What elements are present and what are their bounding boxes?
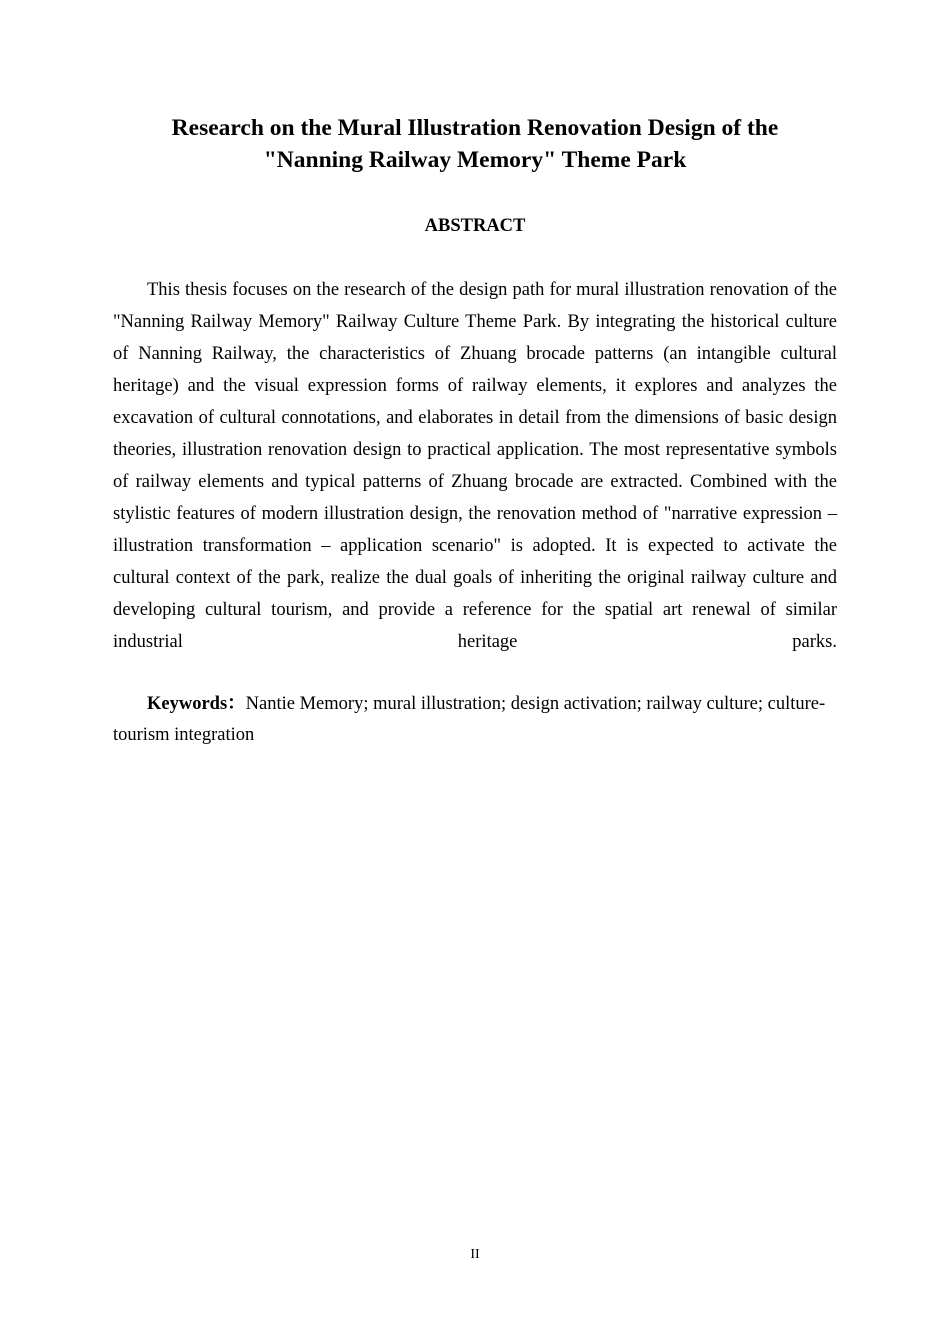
keywords-paragraph	[113, 689, 837, 751]
paper-title-line-2: "Nanning Railway Memory" Theme Park	[263, 147, 687, 173]
page-number: II	[470, 1247, 480, 1262]
keywords-label: Keywords：	[147, 694, 246, 714]
paper-title	[113, 112, 837, 176]
abstract-body: This thesis focuses on the research of the design path for mural illustration renovation of the "Nanning Railway Memory" Railway Culture Theme Park. By integrating the historical culture of Nanning Railway, the characteristics of Zhuang brocade patterns (an intangible cultural heritage) and the visual expression forms of railway elements, it explores and analyzes the excavation of cultural connotations, and elaborates in detail from the dimensions of basic design theories, illustration renovation design to practical application. The most representative symbols of railway elements and typical patterns of Zhuang brocade are extracted. Combined with the stylistic features of modern illustration design, the renovation method of "narrative expression – illustration transformation – application scenario" is adopted. It is expected to activate the cultural context of the park, realize the dual goals of inheriting the original railway culture and developing cultural tourism, and provide a reference for the spatial art renewal of similar industrial heritage parks.	[113, 280, 837, 652]
paper-title-line-1: Research on the Mural Illustration Renovation Design of the	[171, 115, 779, 141]
keywords-text: Nantie Memory; mural illustration; design activation; railway culture; culture-tourism integration	[113, 694, 826, 745]
abstract-heading: ABSTRACT	[424, 216, 526, 236]
